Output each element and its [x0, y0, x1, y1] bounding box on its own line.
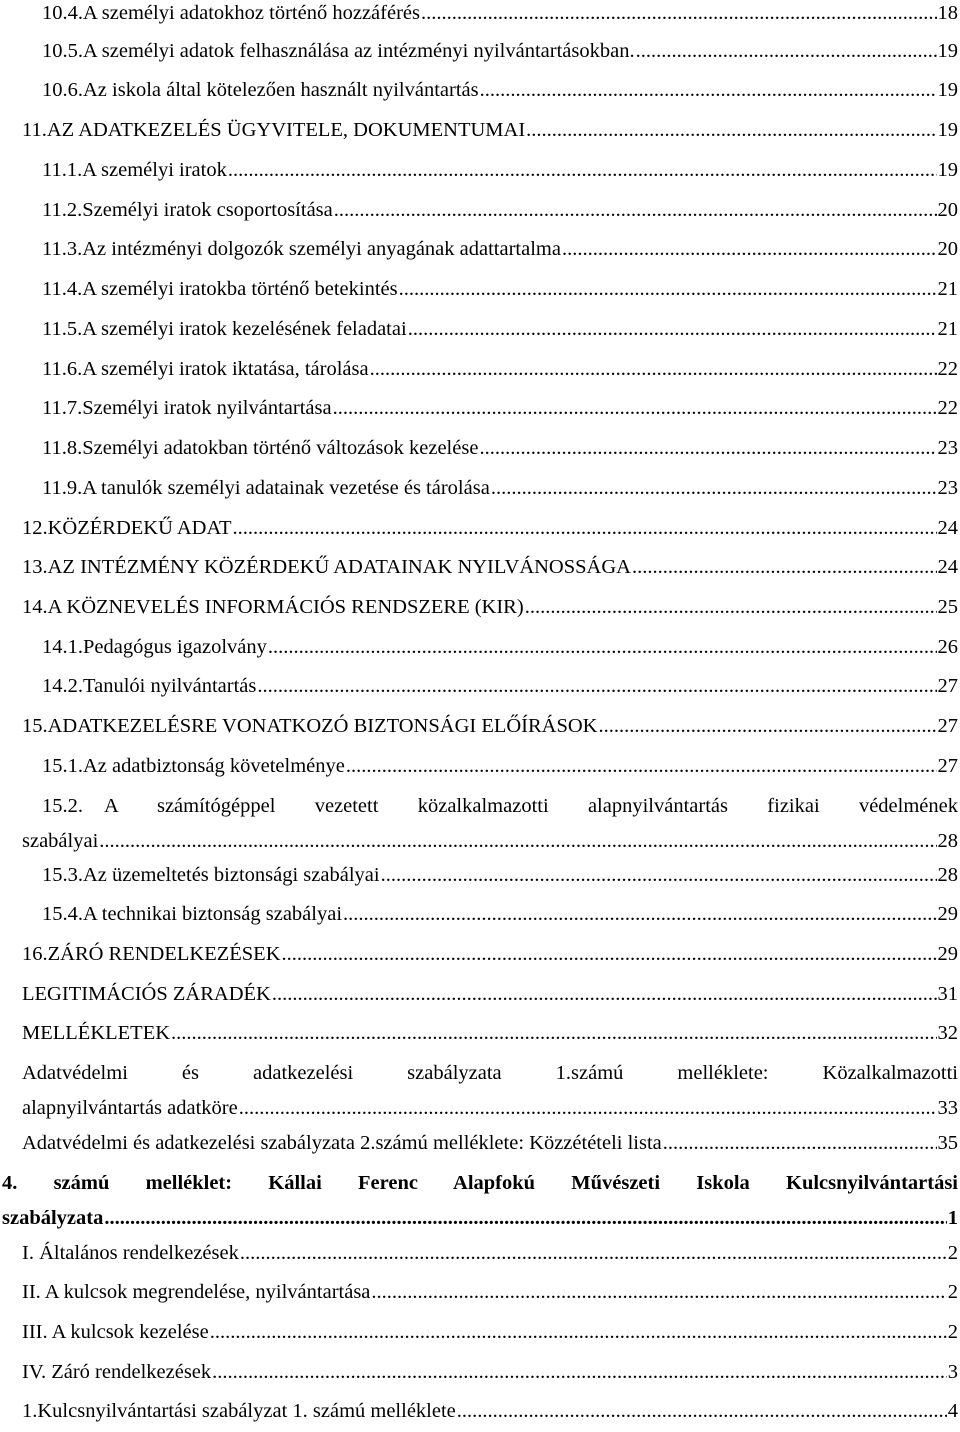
toc-entry[interactable]: [0, 236, 960, 262]
toc-number: 15.2.: [42, 795, 83, 817]
toc-number: 11.9.: [42, 477, 83, 499]
toc-title: A személyi iratokba történő betekintés: [82, 278, 398, 300]
toc-page-number: 3: [947, 1361, 958, 1383]
toc-title: ADATKEZELÉSRE VONATKOZÓ BIZTONSÁGI ELŐÍRÁSOK: [47, 715, 598, 737]
toc-dot-leader: [525, 594, 937, 620]
toc-title: III. A kulcsok kezelése: [22, 1321, 209, 1343]
toc-entry[interactable]: [0, 316, 960, 342]
toc-page-number: 19: [937, 79, 958, 101]
toc-title-line: 4. számú melléklet: Kállai Ferenc Alapfokú Művészeti Iskola Kulcsnyilvántartási: [2, 1172, 958, 1194]
toc-number: 14.1.: [42, 636, 83, 658]
toc-entry[interactable]: [0, 276, 960, 302]
toc-number: 11.4.: [42, 278, 83, 300]
toc-title-line: Adatvédelmi és adatkezelési szabályzata 1.számú melléklete: Közalkalmazotti: [22, 1062, 958, 1084]
toc-title: Személyi iratok nyilvántartása: [82, 397, 332, 419]
toc-number: 16.: [22, 943, 48, 965]
toc-title: Az iskola által kötelezően használt nyilvántartás: [83, 79, 479, 101]
toc-number: 15.3.: [42, 864, 83, 886]
toc-title: LEGITIMÁCIÓS ZÁRADÉK: [22, 983, 271, 1005]
toc-entry[interactable]: [0, 713, 960, 739]
toc-dot-leader: [480, 77, 937, 103]
toc-number: 11.: [22, 119, 47, 141]
toc-page-number: 1: [947, 1207, 958, 1229]
toc-entry[interactable]: [0, 554, 960, 580]
toc-title: II. A kulcsok megrendelése, nyilvántartása: [22, 1281, 371, 1303]
toc-dot-leader: [381, 862, 937, 888]
toc-title-line: A számítógéppel vezetett közalkalmazotti alapnyilvántartás fizikai védelmének: [104, 795, 958, 817]
toc-dot-leader: [399, 276, 937, 302]
toc-page-number: 27: [937, 675, 958, 697]
toc-entry[interactable]: [0, 673, 960, 699]
toc-dot-leader: [343, 901, 936, 927]
toc-entry[interactable]: [0, 77, 960, 103]
toc-page-number: 21: [937, 318, 958, 340]
toc-number: 15.1.: [42, 755, 83, 777]
toc-title: A személyi iratok: [82, 159, 227, 181]
toc-number: 11.3.: [42, 238, 83, 260]
toc-entry[interactable]: [0, 862, 960, 888]
toc-dot-leader: [210, 1319, 947, 1345]
toc-title: Személyi iratok csoportosítása: [82, 199, 333, 221]
toc-number: 1.: [22, 1400, 38, 1422]
toc-page-number: 20: [937, 238, 958, 260]
toc-dot-leader: [479, 435, 936, 461]
toc-entry[interactable]: [0, 356, 960, 382]
toc-entry[interactable]: [0, 1398, 960, 1424]
toc-page-number: 2: [947, 1281, 958, 1303]
toc-entry[interactable]: [0, 1279, 960, 1305]
toc-entry[interactable]: [0, 395, 960, 421]
toc-entry[interactable]: [0, 1319, 960, 1345]
toc-title: KÖZÉRDEKŰ ADAT: [47, 517, 232, 539]
toc-title: szabályai: [22, 830, 99, 852]
toc-page-number: 27: [937, 715, 958, 737]
toc-entry[interactable]: [0, 1240, 960, 1266]
toc-number: 11.8.: [42, 437, 83, 459]
toc-dot-leader: [104, 1205, 946, 1231]
toc-entry[interactable]: [0, 901, 960, 927]
toc-entry[interactable]: [0, 981, 960, 1007]
toc-title: A tanulók személyi adatainak vezetése és tárolása: [82, 477, 490, 499]
toc-entry[interactable]: [0, 1170, 960, 1231]
toc-page-number: 28: [937, 830, 958, 852]
toc-number: 11.7.: [42, 397, 83, 419]
toc-page-number: 20: [937, 199, 958, 221]
toc-dot-leader: [334, 197, 937, 223]
toc-dot-leader: [421, 0, 937, 26]
toc-dot-leader: [346, 753, 937, 779]
toc-number: 12.: [22, 517, 48, 539]
toc-title: AZ INTÉZMÉNY KÖZÉRDEKŰ ADATAINAK NYILVÁNOSSÁGA: [47, 556, 631, 578]
toc-page-number: 35: [937, 1132, 958, 1154]
toc-title: A technikai biztonság szabályai: [83, 903, 343, 925]
toc-title: Az intézményi dolgozók személyi anyagának adattartalma: [82, 238, 561, 260]
toc-dot-leader: [240, 1240, 947, 1266]
toc-entry[interactable]: [0, 515, 960, 541]
toc-page-number: 31: [937, 983, 958, 1005]
toc-entry[interactable]: [0, 634, 960, 660]
toc-entry[interactable]: [0, 0, 960, 26]
toc-dot-leader: [228, 157, 937, 183]
toc-page-number: 23: [937, 477, 958, 499]
toc-number: 11.6.: [42, 358, 83, 380]
toc-title: Az üzemeltetés biztonsági szabályai: [83, 864, 380, 886]
toc-dot-leader: [99, 828, 936, 854]
toc-entry[interactable]: [0, 753, 960, 779]
toc-page-number: 21: [937, 278, 958, 300]
toc-title: Tanulói nyilvántartás: [83, 675, 257, 697]
toc-title: A személyi iratok kezelésének feladatai: [82, 318, 407, 340]
toc-entry[interactable]: [0, 435, 960, 461]
toc-entry[interactable]: [0, 1130, 960, 1156]
toc-title: Személyi adatokban történő változások kezelése: [82, 437, 479, 459]
toc-number: 14.: [22, 596, 48, 618]
toc-entry[interactable]: [0, 793, 960, 854]
toc-page-number: 18: [937, 2, 958, 24]
toc-number: 10.6.: [42, 79, 83, 101]
toc-dot-leader: [636, 38, 937, 64]
toc-title: szabályzata: [2, 1207, 104, 1229]
toc-entry[interactable]: [0, 157, 960, 183]
toc-page-number: 22: [937, 358, 958, 380]
toc-dot-leader: [370, 356, 937, 382]
toc-title: AZ ADATKEZELÉS ÜGYVITELE, DOKUMENTUMAI: [46, 119, 526, 141]
toc-page-number: 33: [937, 1097, 958, 1119]
toc-page-number: 28: [937, 864, 958, 886]
toc-dot-leader: [599, 713, 937, 739]
toc-number: 11.1.: [42, 159, 83, 181]
toc-entry[interactable]: [0, 1060, 960, 1121]
toc-number: 15.: [22, 715, 48, 737]
toc-entry[interactable]: [0, 1359, 960, 1385]
toc-page-number: 26: [937, 636, 958, 658]
toc-dot-leader: [663, 1130, 937, 1156]
toc-entry[interactable]: [0, 594, 960, 620]
toc-page-number: 2: [947, 1242, 958, 1264]
toc-page-number: 22: [937, 397, 958, 419]
toc-page-number: 19: [937, 40, 958, 62]
toc-page-number: 29: [937, 903, 958, 925]
toc-number: 11.2.: [42, 199, 83, 221]
toc-title: alapnyilvántartás adatköre: [22, 1097, 238, 1119]
toc-title: I. Általános rendelkezések: [22, 1242, 239, 1264]
toc-dot-leader: [257, 673, 936, 699]
toc-title: ZÁRÓ RENDELKEZÉSEK: [47, 943, 281, 965]
toc-title: A személyi iratok iktatása, tárolása: [82, 358, 369, 380]
toc-page-number: 2: [947, 1321, 958, 1343]
toc-number: 11.5.: [42, 318, 83, 340]
toc-page-number: 19: [937, 119, 958, 141]
toc-page-number: 27: [937, 755, 958, 777]
toc-title: A személyi adatok felhasználása az intézményi nyilvántartásokban.: [83, 40, 635, 62]
toc-page-number: 24: [937, 556, 958, 578]
toc-entry[interactable]: [0, 197, 960, 223]
toc-title: Az adatbiztonság követelménye: [83, 755, 345, 777]
toc-number: 14.2.: [42, 675, 83, 697]
toc-dot-leader: [562, 236, 937, 262]
toc-dot-leader: [491, 475, 937, 501]
toc-page-number: 32: [937, 1022, 958, 1044]
toc-page-number: 24: [937, 517, 958, 539]
toc-title: MELLÉKLETEK: [22, 1022, 171, 1044]
toc-number: 10.4.: [42, 2, 83, 24]
toc-dot-leader: [282, 941, 937, 967]
toc-title: Pedagógus igazolvány: [83, 636, 267, 658]
toc-number: 13.: [22, 556, 48, 578]
toc-dot-leader: [212, 1359, 947, 1385]
toc-dot-leader: [272, 981, 937, 1007]
toc-dot-leader: [371, 1279, 946, 1305]
toc-title: A KÖZNEVELÉS INFORMÁCIÓS RENDSZERE (KIR): [47, 596, 524, 618]
toc-dot-leader: [171, 1020, 936, 1046]
toc-entry[interactable]: [0, 475, 960, 501]
toc-dot-leader: [632, 554, 937, 580]
toc-entry[interactable]: [0, 38, 960, 64]
toc-title: Kulcsnyilvántartási szabályzat 1. számú melléklete: [37, 1400, 456, 1422]
toc-number: 10.5.: [42, 40, 83, 62]
toc-number: 15.4.: [42, 903, 83, 925]
toc-page-number: 19: [937, 159, 958, 181]
toc-dot-leader: [268, 634, 937, 660]
toc-title: IV. Záró rendelkezések: [22, 1361, 212, 1383]
toc-entry[interactable]: [0, 941, 960, 967]
toc-dot-leader: [457, 1398, 947, 1424]
toc-page-number: 23: [937, 437, 958, 459]
toc-title: Adatvédelmi és adatkezelési szabályzata 2.számú melléklete: Közzétételi lista: [22, 1132, 662, 1154]
toc-entry[interactable]: [0, 117, 960, 143]
toc-entry[interactable]: [0, 1020, 960, 1046]
toc-dot-leader: [333, 395, 937, 421]
toc-dot-leader: [408, 316, 937, 342]
toc-page-number: 4: [947, 1400, 958, 1422]
toc-title: A személyi adatokhoz történő hozzáférés: [83, 2, 420, 24]
toc-page-number: 25: [937, 596, 958, 618]
toc-dot-leader: [239, 1095, 937, 1121]
toc-dot-leader: [233, 515, 937, 541]
toc-dot-leader: [526, 117, 936, 143]
toc-page-number: 29: [937, 943, 958, 965]
